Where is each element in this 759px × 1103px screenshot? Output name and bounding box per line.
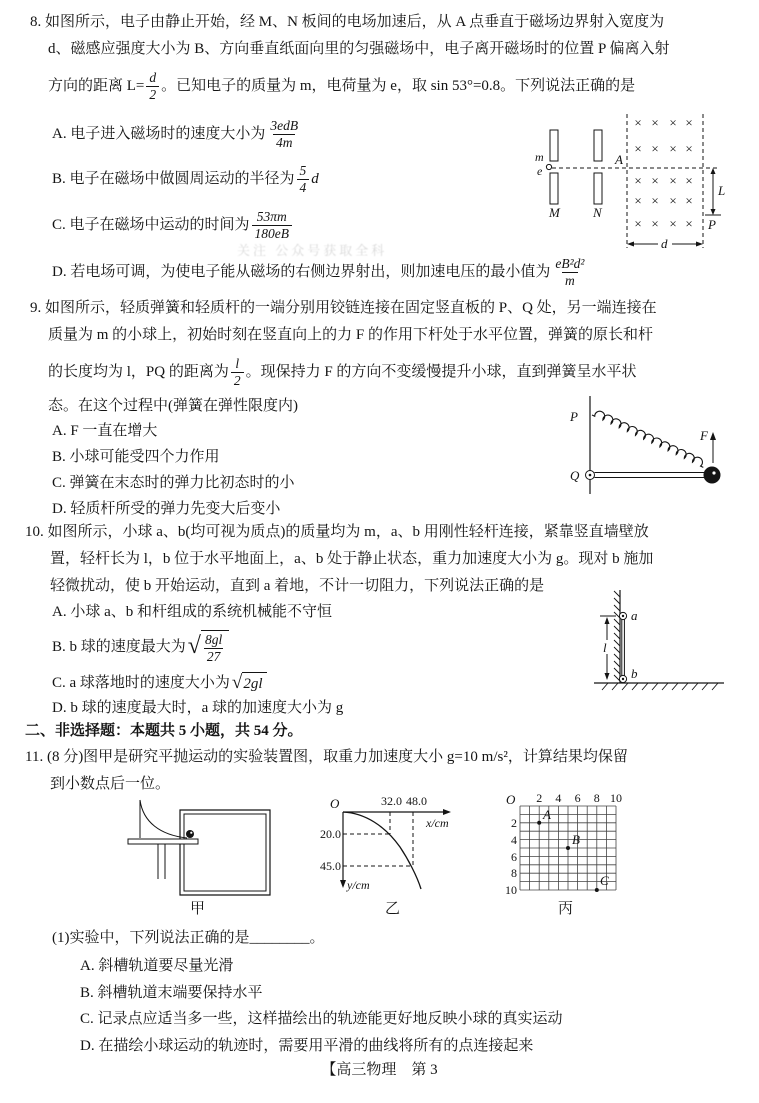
plate-N-upper [594,130,602,161]
q9-line3-pre: 的长度均为 l，PQ 的距离为 [48,364,229,380]
q10-line1: 10. 如图所示，小球 a、b(均可视为质点)的质量均为 m，a、b 用刚性轻杆连接，紧靠竖直墙壁放 [25,524,649,540]
label-L: L [718,183,726,198]
svg-text:×: × [634,115,642,130]
svg-text:10: 10 [505,883,517,897]
board-inner [184,814,266,891]
svg-text:×: × [669,173,677,188]
ground-hatching [602,683,718,690]
q11-option-b: B. 斜槽轨道末端要保持水平 [80,985,263,1001]
q11-figure-yi [320,790,460,910]
label-Q: Q [570,468,580,483]
y-tick-20: 20.0 [320,827,341,841]
x-axis-label: x/cm [426,816,449,830]
q8-line3-fraction: $\frac{d}{2}$ [146,70,159,102]
y-axis-label: y/cm [347,878,370,892]
svg-text:×: × [651,216,659,231]
point-B-dot [566,846,570,850]
wall-hatching [614,591,620,681]
q11-option-c: C. 记录点应适当多一些，这样描绘出的轨迹能更好地反映小球的真实运动 [80,1011,563,1027]
q8-option-d-fraction: $\frac{\text{eB²d²}}{m}$ [555,255,585,288]
svg-text:×: × [669,115,677,130]
label-N: N [593,205,602,220]
q8-option-b-post: d [311,171,319,187]
grid-left-labels [505,816,517,897]
grid-origin-label: O [506,792,516,807]
label-l: l [603,640,607,655]
plate-N-lower [594,173,602,204]
ball-icon [704,467,720,483]
q8-line1: 8. 如图所示，电子由静止开始，经 M、N 板间的电场加速后，从 A 点垂直于磁场边界射入宽度为 [30,14,665,30]
svg-text:×: × [634,216,642,231]
svg-text:×: × [669,141,677,156]
svg-text:2: 2 [511,816,517,830]
svg-text:×: × [634,173,642,188]
caption-yi: 乙 [385,901,401,917]
q8-option-b-text: B. 电子在磁场中做圆周运动的半径为 [52,171,295,187]
q9-option-b: B. 小球可能受四个力作用 [52,449,220,465]
svg-text:2: 2 [536,791,543,805]
q8-option-a-text: A. 电子进入磁场时的速度大小为 [52,126,266,142]
point-C-dot [595,888,599,892]
point-A-dot [537,821,541,825]
svg-text:×: × [651,173,659,188]
svg-text:8: 8 [511,866,517,880]
label-d: d [661,236,668,251]
q11-option-a: A. 斜槽轨道要尽量光滑 [80,958,234,974]
q10-option-d: D. b 球的速度最大时，a 球的加速度大小为 g [52,700,344,716]
point-C-label: C [600,873,609,888]
svg-text:8: 8 [593,791,600,805]
svg-text:×: × [685,141,693,156]
label-P: P [570,409,578,424]
launch-ball-highlight [190,832,192,834]
l-arrowhead-top [605,617,610,624]
hinge-Q-pin [589,474,592,477]
label-e: e [537,164,543,178]
label-b: b [631,666,638,681]
svg-text:6: 6 [511,850,517,864]
q11-option-d: D. 在描绘小球运动的轨迹时，需要用平滑的曲线将所有的点连接起来 [80,1038,534,1054]
ball-a-center [622,615,624,617]
q9-line2: 质量为 m 的小球上，初始时刻在竖直向上的力 F 的作用下杆处于水平位置，弹簧的原长和杆 [48,327,654,343]
q10-line2: 置，轻杆长为 l，b 位于水平地面上，a、b 处于静止状态，重力加速度大小为 g。现对 b 施加 [50,551,654,567]
q8-diagram [528,103,759,255]
svg-text:×: × [651,193,659,208]
plate-M-upper [550,130,558,161]
d-arrowhead-right [696,242,703,247]
label-F: F [700,428,708,443]
l-arrowhead-bottom [605,673,610,680]
svg-text:4: 4 [555,791,562,805]
svg-text:×: × [685,173,693,188]
point-B-label: B [572,832,580,847]
q11-line1: 11. (8 分)图甲是研究平抛运动的实验装置图，取重力加速度大小 g=10 m/s²，计算结果均保留 [25,749,628,765]
y-tick-45: 45.0 [320,859,341,873]
d-arrowhead-left [627,242,634,247]
q9-line3-post: 。现保持力 F 的方向不变缓慢提升小球，直到弹簧呈水平状 [245,364,637,380]
L-arrowhead-top [711,168,716,174]
svg-text:×: × [685,193,693,208]
L-arrowhead-bottom [711,209,716,215]
q9-line1: 9. 如图所示，轻质弹簧和轻质杆的一端分别用铰链连接在固定竖直板的 P、Q 处，另一端连接在 [30,300,657,316]
shelf [128,839,198,844]
q9-diagram [563,393,755,505]
q11-figure-jia [110,792,280,904]
q9-line3-fraction: $\frac{l}{2}$ [231,356,244,388]
q8-option-b-fraction: $\frac{5}{4}$ [297,163,310,195]
plate-M-lower [550,173,558,204]
q11-figure-bing [498,788,626,900]
q8-option-a-fraction: $\frac{\text{3edB}}{4m}$ [270,117,299,150]
caption-jia: 甲 [190,901,206,917]
svg-text:×: × [669,216,677,231]
svg-text:6: 6 [574,791,581,805]
svg-text:4: 4 [511,833,517,847]
svg-text:×: × [669,193,677,208]
q8-option-c-fraction: $\frac{53\pi m}{180eB}$ [252,209,293,241]
q11-line2: 到小数点后一位。 [50,776,171,792]
x-axis-arrowhead [443,809,451,815]
launch-ball-icon [186,830,194,838]
q9-option-d: D. 轻质杆所受的弹力先变大后变小 [52,501,281,517]
q9-option-c: C. 弹簧在末态时的弹力比初态时的小 [52,475,295,491]
x-tick-48: 48.0 [406,794,427,808]
F-arrowhead [710,432,716,440]
field-cross-grid [634,115,692,231]
q10-option-b-text: B. b 球的速度最大为 [52,639,186,655]
svg-text:×: × [634,141,642,156]
q10-option-b-sqrt: √ $\frac{8gl}{27}$ [188,630,229,664]
label-M: M [549,205,560,220]
q8-option-d-text: D. 若电场可调，为使电子能从磁场的右侧边界射出，则加速电压的最小值为 [52,264,551,280]
ball-highlight [712,471,715,474]
watermark: 关注 公众号获取全科 [237,243,388,258]
q10-diagram [592,578,757,696]
label-A: A [615,152,623,167]
q10-option-a: A. 小球 a、b 和杆组成的系统机械能不守恒 [52,604,332,620]
q10-option-c-sqrt: √ 2gl [232,672,267,694]
svg-text:10: 10 [610,791,622,805]
label-P: P [708,217,716,232]
q8-line2: d、磁感应强度大小为 B、方向垂直纸面向里的匀强磁场中，电子离开磁场时的位置 P 偏离入射 [48,41,670,57]
q8-line3-pre: 方向的距离 L= [48,78,145,94]
q10-option-c-text: C. a 球落地时的速度大小为 [52,675,230,691]
q9-line3 [48,350,636,394]
q8-option-b [52,157,319,201]
svg-text:×: × [685,216,693,231]
q10-option-b [52,622,231,672]
svg-text:×: × [651,115,659,130]
page-footer: 【高三物理 第 3 [321,1062,438,1078]
grid-top-labels [536,791,622,805]
q8-line3 [48,64,635,108]
section2-header: 二、非选择题：本题共 5 小题，共 54 分。 [25,723,303,739]
q9-line4: 态。在这个过程中(弹簧在弹性限度内) [48,398,298,414]
svg-text:×: × [685,115,693,130]
label-m: m [535,150,544,164]
graph-origin-label: O [330,796,340,811]
q8-option-a [52,112,303,156]
y-axis-arrowhead [340,880,346,888]
q9-option-a: A. F 一直在增大 [52,423,158,439]
point-A-label: A [543,807,551,822]
label-a: a [631,608,638,623]
q10-line3: 轻微扰动，使 b 开始运动，直到 a 着地，不计一切阻力，下列说法正确的是 [50,578,545,594]
q8-line3-post: 。已知电子的质量为 m，电荷量为 e，取 sin 53°=0.8。下列说法正确的是 [161,78,636,94]
electron-icon [546,164,551,169]
x-tick-32: 32.0 [381,794,402,808]
q10-option-c [52,670,269,696]
svg-text:×: × [651,141,659,156]
spring-coil [592,409,706,468]
caption-bing: 丙 [558,901,574,917]
q8-option-c-text: C. 电子在磁场中运动的时间为 [52,217,250,233]
ball-b-center [622,678,624,680]
graph-dashed-guides [343,812,413,866]
svg-text:×: × [634,193,642,208]
q11-part1: (1)实验中，下列说法正确的是________。 [52,930,325,946]
